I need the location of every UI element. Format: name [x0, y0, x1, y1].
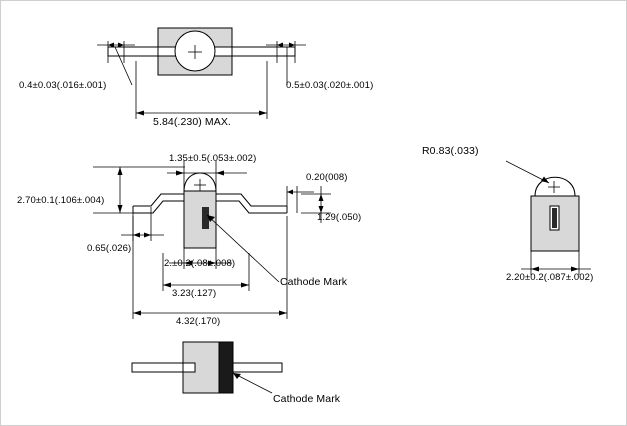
dim-side-lead-thickness: 0.20(008): [306, 172, 348, 183]
dim-side-foot-length: 0.65(.026): [87, 243, 132, 254]
leader-arrow-icon: [207, 215, 279, 282]
technical-drawing: [1, 1, 627, 426]
dim-top-overall-width: 5.84(.230) MAX.: [153, 116, 231, 128]
dim-top-left-lead: 0.4±0.03(.016±.001): [19, 80, 107, 91]
dim-side-overall-length: 4.32(.170): [176, 316, 221, 327]
top-view-group: [97, 28, 306, 119]
callout-cathode-mark-side: Cathode Mark: [280, 276, 348, 288]
dim-side-right-height: 1.29(.050): [317, 212, 362, 223]
bottom-view-group: [132, 342, 282, 393]
dim-side-dome-width: 1.35±0.5(.053±.002): [169, 153, 257, 164]
callout-cathode-mark-bottom: Cathode Mark: [273, 393, 341, 405]
end-view-group: [506, 161, 591, 275]
dim-top-right-lead: 0.5±0.03(.020±.001): [286, 80, 374, 91]
dim-side-body-width: 2.±0.2(.08±.008): [164, 258, 236, 269]
dim-side-mid-width: 3.23(.127): [172, 288, 217, 299]
dim-end-width: 2.20±0.2(.087±.002): [506, 272, 594, 283]
dim-end-radius: R0.83(.033): [422, 145, 479, 157]
dim-side-left-height: 2.70±0.1(.106±.004): [17, 195, 105, 206]
